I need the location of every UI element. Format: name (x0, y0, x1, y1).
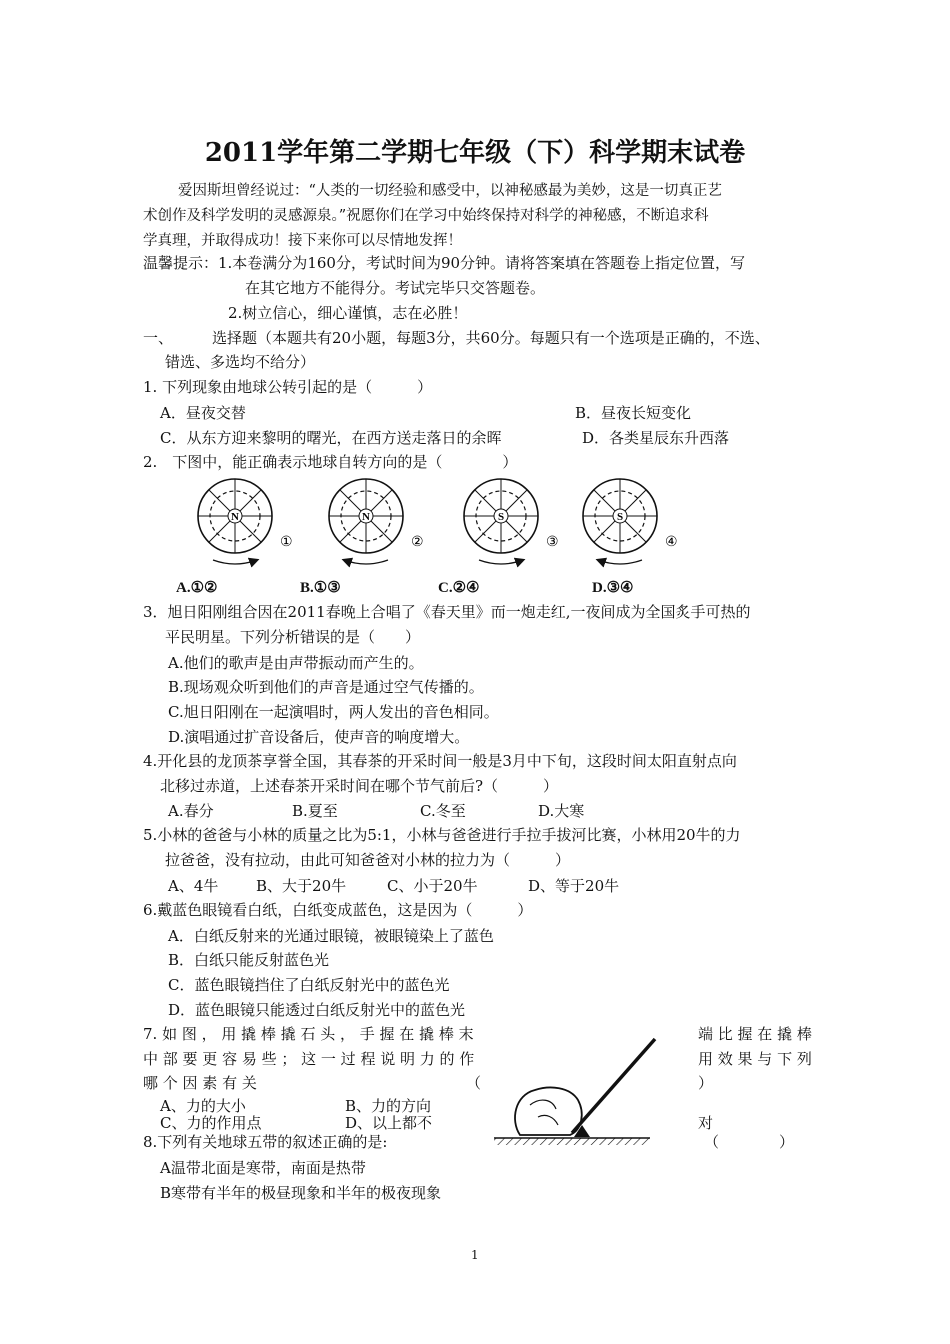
q8-option-b: B寒带有半年的极昼现象和半年的极夜现象 (160, 1184, 442, 1202)
q2-stem: 2. 下图中，能正确表示地球自转方向的是（ ） (143, 453, 518, 471)
q8-option-a: A温带北面是寒带，南面是热带 (160, 1159, 366, 1177)
q3-stem-line-1: 3．旭日阳刚组合因在2011春晚上合唱了《春天里》而一炮走红,一夜间成为全国炙手可热的 (143, 603, 751, 621)
page-title: 2011学年第二学期七年级（下）科学期末试卷 (204, 138, 746, 168)
ground-hatching (494, 1138, 650, 1145)
pole-label-1: N (231, 511, 239, 523)
q6-stem: 6.戴蓝色眼镜看白纸，白纸变成蓝色，这是因为（ ） (143, 901, 533, 919)
q3-option-d: D.演唱通过扩音设备后，使声音的响度增大。 (168, 728, 470, 746)
q7-paren-open: （ (466, 1074, 482, 1092)
q3-option-b: B.现场观众听到他们的声音是通过空气传播的。 (168, 678, 484, 696)
q7-stem-line-1: 7. 如 图 ， 用 撬 棒 撬 石 头 ， 手 握 在 撬 棒 末 (143, 1025, 474, 1043)
rock (515, 1087, 582, 1135)
q7-option-a: A、力的大小 (160, 1097, 246, 1115)
q4-option-d: D.大寒 (538, 802, 585, 820)
figure-number-4: ④ (665, 534, 678, 550)
earth-figure-1 (198, 479, 293, 564)
lever-rock-figure (490, 1025, 660, 1150)
figure-number-1: ① (280, 534, 293, 550)
q8-answer-paren: （ ） (704, 1133, 795, 1151)
crowbar (572, 1039, 655, 1133)
section-number: 一、 (143, 329, 174, 347)
figure-number-2: ② (411, 534, 424, 550)
q7-paren-close: ） (698, 1074, 714, 1092)
q4-option-c: C.冬至 (420, 802, 466, 820)
q5-option-c: C、小于20牛 (387, 877, 478, 895)
q4-stem-line-2: 北移过赤道，上述春茶开采时间在哪个节气前后?（ ） (160, 777, 559, 795)
earth-figure-2 (329, 479, 424, 564)
q1-option-c: C．从东方迎来黎明的曙光，在西方送走落日的余晖 (160, 429, 502, 447)
pole-label-3: S (497, 511, 505, 523)
intro-line-2: 术创作及科学发明的灵感源泉。”祝愿你们在学习中始终保持对科学的神秘感，不断追求科 (143, 208, 709, 224)
q1-option-a: A．昼夜交替 (160, 404, 246, 422)
q1-stem: 1. 下列现象由地球公转引起的是（ ） (143, 378, 433, 396)
q6-option-a: A．白纸反射来的光通过眼镜，被眼镜染上了蓝色 (168, 927, 494, 945)
q7-option-d-tail: 对 (698, 1114, 714, 1132)
section-heading-line-2: 错选、多选均不给分） (165, 353, 316, 371)
q3-stem-line-2: 平民明星。下列分析错误的是（ ） (165, 628, 421, 646)
q6-option-c: C．蓝色眼镜挡住了白纸反射光中的蓝色光 (168, 976, 450, 994)
q7-stem-line-3: 哪 个 因 素 有 关 (143, 1074, 257, 1092)
q2-option-a: A.①② (176, 580, 218, 596)
q2-option-c: C.②④ (438, 580, 480, 596)
pole-label-4: S (616, 511, 624, 523)
q2-option-d: D.③④ (592, 580, 634, 596)
q7-option-b: B、力的方向 (345, 1097, 432, 1115)
q2-option-b: B.①③ (300, 580, 341, 596)
q7-stem-line-1-right: 端 比 握 在 撬 棒 (698, 1025, 812, 1043)
q4-stem-line-1: 4.开化县的龙顶茶享誉全国，其春茶的开采时间一般是3月中下旬，这段时间太阳直射点向 (143, 752, 737, 770)
tips-line-1: 温馨提示：1.本卷满分为160分，考试时间为90分钟。请将答案填在答题卷上指定位置，写 (143, 254, 746, 272)
intro-line-1: 爱因斯坦曾经说过：“人类的一切经验和感受中，以神秘感最为美妙，这是一切真正艺 (178, 183, 722, 199)
q7-option-d: D、以上都不 (345, 1114, 433, 1132)
q3-option-a: A.他们的歌声是由声带振动而产生的。 (168, 654, 424, 672)
q1-option-d: D．各类星辰东升西落 (582, 429, 730, 447)
q6-option-b: B．白纸只能反射蓝色光 (168, 951, 330, 969)
q7-stem-line-2: 中 部 要 更 容 易 些 ； 这 一 过 程 说 明 力 的 作 (143, 1050, 475, 1068)
q7-option-c: C、力的作用点 (160, 1114, 262, 1132)
q5-option-b: B、大于20牛 (256, 877, 347, 895)
figure-number-3: ③ (546, 534, 559, 550)
section-heading-line-1: 选择题（本题共有20小题，每题3分，共60分。每题只有一个选项是正确的，不选、 (212, 329, 770, 347)
q5-option-d: D、等于20牛 (528, 877, 620, 895)
q7-stem-line-2-right: 用 效 果 与 下 列 (698, 1050, 812, 1068)
q5-stem-line-2: 拉爸爸，没有拉动，由此可知爸爸对小林的拉力为（ ） (165, 851, 571, 869)
q4-option-b: B.夏至 (292, 802, 338, 820)
tips-line-3: 2.树立信心，细心谨慎，志在必胜！ (228, 304, 468, 322)
q5-option-a: A、4牛 (168, 877, 219, 895)
page-number: 1 (471, 1248, 479, 1262)
tips-line-2: 在其它地方不能得分。考试完毕只交答题卷。 (245, 279, 546, 297)
q8-stem: 8.下列有关地球五带的叙述正确的是: (143, 1133, 388, 1151)
q6-option-d: D．蓝色眼镜只能透过白纸反射光中的蓝色光 (168, 1001, 466, 1019)
q5-stem-line-1: 5.小林的爸爸与小林的质量之比为5:1，小林与爸爸进行手拉手拔河比赛，小林用20牛的力 (143, 826, 741, 844)
pole-label-2: N (362, 511, 370, 523)
q1-option-b: B．昼夜长短变化 (575, 404, 692, 422)
earth-figure-3 (464, 479, 559, 564)
q4-option-a: A.春分 (168, 802, 214, 820)
intro-line-3: 学真理，并取得成功！接下来你可以尽情地发挥！ (143, 233, 462, 249)
earth-figure-4 (583, 479, 678, 564)
q3-option-c: C.旭日阳刚在一起演唱时，两人发出的音色相同。 (168, 703, 499, 721)
